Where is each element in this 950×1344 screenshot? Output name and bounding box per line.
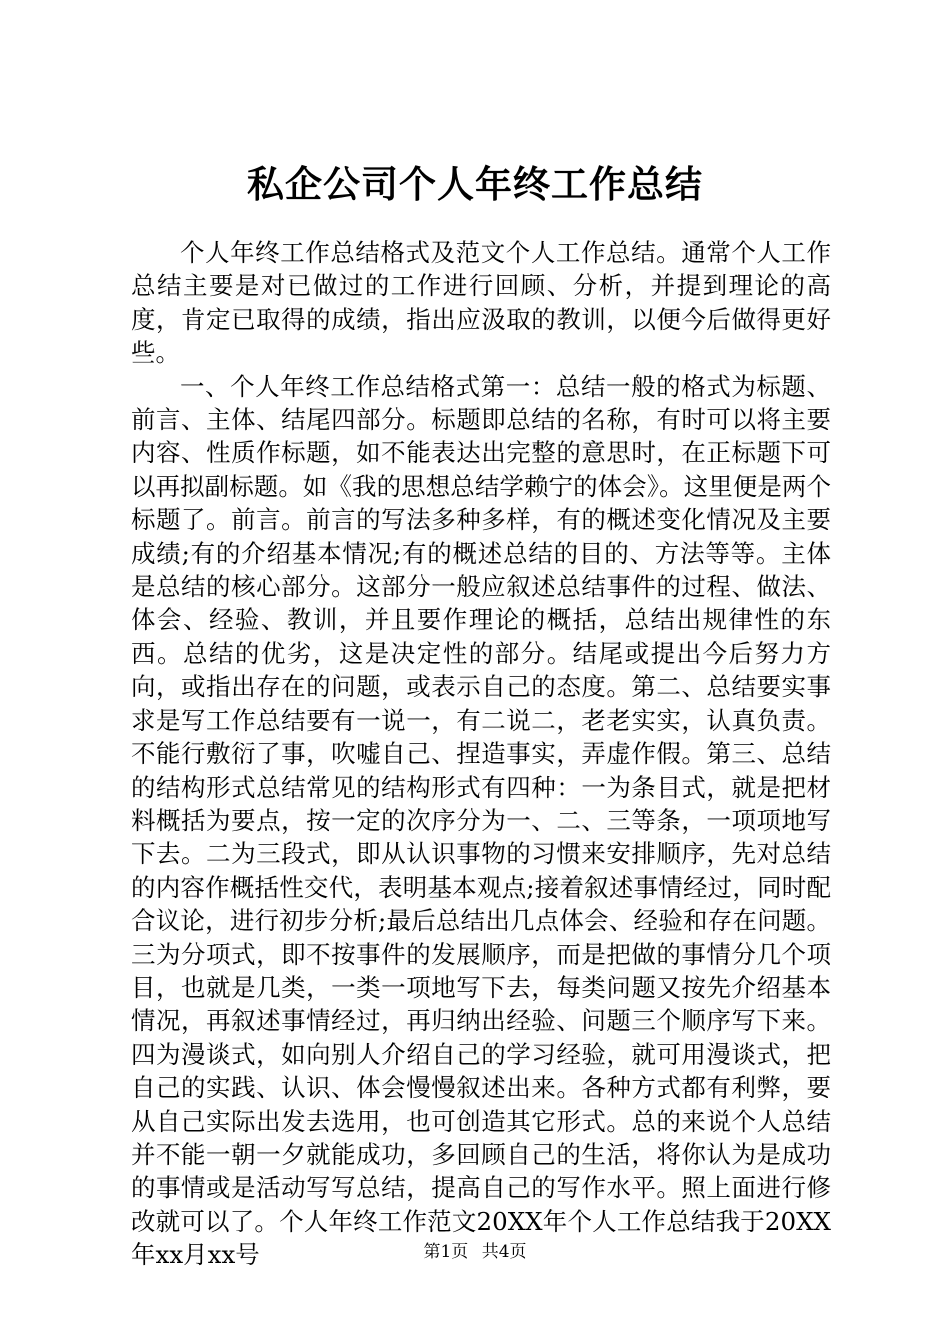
document-title: 私企公司个人年终工作总结: [247, 162, 703, 206]
paragraph-format: 一、个人年终工作总结格式第一：总结一般的格式为标题、前言、主体、结尾四部分。标题即总结的名称，有时可以将主要内容、性质作标题，如不能表达出完整的意思时，在正标题下可以再拟副标题。如《我的思想总结学赖宁的体会》。这里便是两个标题了。前言。前言的写法多种多样，有的概述变化情况及主要成绩;有的介绍基本情况;有的概述总结的目的、方法等等。主体是总结的核心部分。这部分一般应叙述总结事件的过程、做法、体会、经验、教训，并且要作理论的概括，总结出规律性的东西。总结的优劣，这是决定性的部分。结尾或提出今后努力方向，或指出存在的问题，或表示自己的态度。第二、总结要实事求是写工作总结要有一说一，有二说二，老老实实，认真负责。不能行敷衍了事，吹嘘自己、捏造事实，弄虚作假。第三、总结的结构形式总结常见的结构形式有四种：一为条目式，就是把材料概括为要点，按一定的次序分为一、二、三等条，一项项地写下去。二为三段式，即从认识事物的习惯来安排顺序，先对总结的内容作概括性交代，表明基本观点;接着叙述事情经过，同时配合议论，进行初步分析;最后总结出几点体会、经验和存在问题。三为分项式，即不按事件的发展顺序，而是把做的事情分几个项目，也就是几类，一类一项地写下去，每类问题又按先介绍基本情况，再叙述事情经过，再归纳出经验、问题三个顺序写下来。四为漫谈式，如向别人介绍自己的学习经验，就可用漫谈式，把自己的实践、认识、体会慢慢叙述出来。各种方式都有利弊，要从自己实际出发去选用，也可创造其它形式。总的来说个人总结并不能一朝一夕就能成功，多回顾自己的生活，将你认为是成功的事情或是活动写写总结，提高自己的写作水平。照上面进行修改就可以了。个人年终工作范文20XX年个人工作总结我于20XX年xx月xx号: [131, 371, 831, 1270]
page-number-current: 第1页: [423, 1242, 469, 1262]
document-body: [131, 236, 831, 1272]
page-number-total: 共4页: [481, 1242, 527, 1262]
page-footer: [0, 1240, 950, 1264]
paragraph-intro: 个人年终工作总结格式及范文个人工作总结。通常个人工作总结主要是对已做过的工作进行回顾、分析，并提到理论的高度，肯定已取得的成绩，指出应汲取的教训，以便今后做得更好些。: [131, 238, 831, 368]
